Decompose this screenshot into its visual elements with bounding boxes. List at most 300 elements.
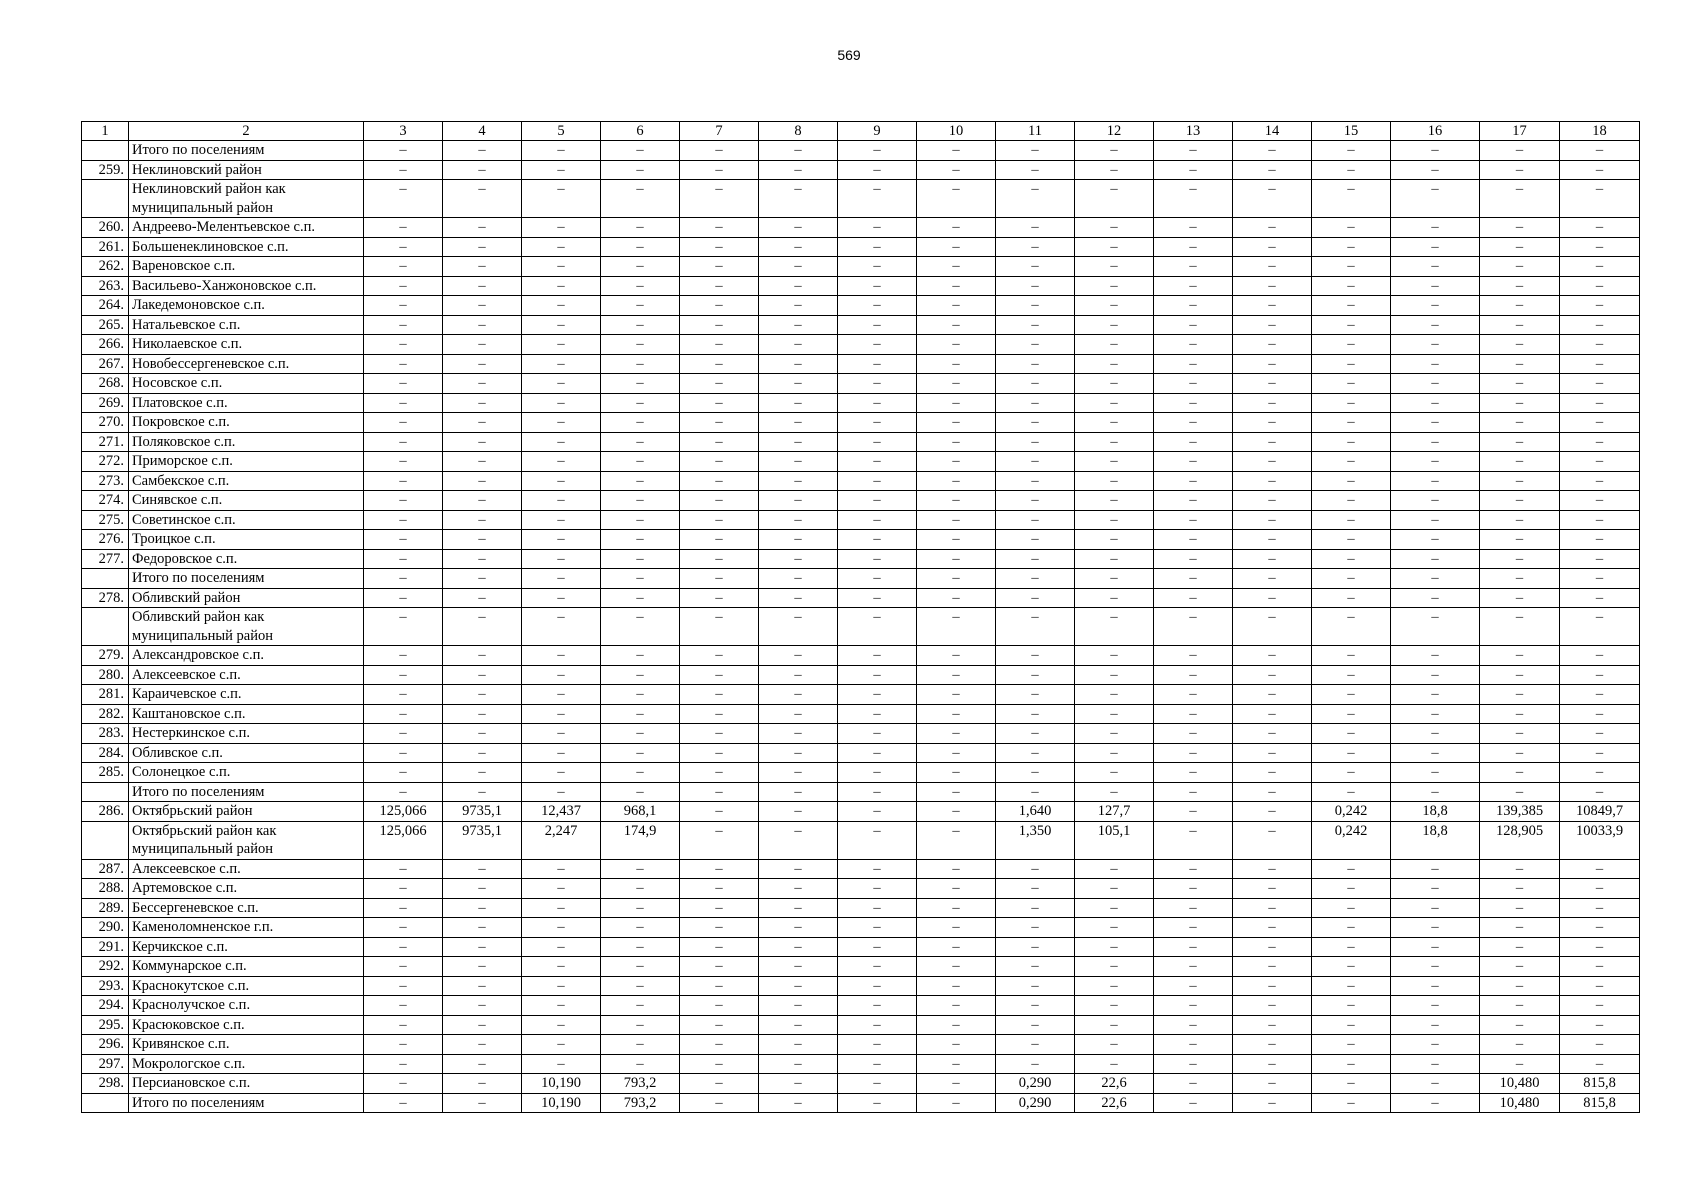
value-cell: –	[1312, 704, 1391, 724]
value-cell: –	[759, 413, 838, 433]
value-cell: –	[680, 413, 759, 433]
row-number: 268.	[82, 374, 129, 394]
value-cell: –	[1233, 354, 1312, 374]
value-cell: –	[1075, 413, 1154, 433]
value-cell: –	[1312, 1015, 1391, 1035]
value-cell: –	[917, 374, 996, 394]
value-cell: 18,8	[1391, 821, 1480, 859]
value-cell: –	[1391, 276, 1480, 296]
value-cell: –	[522, 646, 601, 666]
row-name: Мокрологское с.п.	[129, 1054, 364, 1074]
value-cell: –	[364, 510, 443, 530]
row-name: Караичевское с.п.	[129, 685, 364, 705]
value-cell: –	[1075, 160, 1154, 180]
value-cell: –	[1391, 296, 1480, 316]
value-cell: –	[917, 821, 996, 859]
value-cell: –	[1391, 335, 1480, 355]
value-cell: –	[1560, 335, 1640, 355]
header-cell: 11	[996, 122, 1075, 141]
value-cell: –	[680, 704, 759, 724]
value-cell: –	[522, 569, 601, 589]
value-cell: –	[443, 782, 522, 802]
value-cell: –	[364, 1015, 443, 1035]
value-cell: –	[1154, 724, 1233, 744]
value-cell: –	[1154, 354, 1233, 374]
table-row	[82, 315, 1640, 335]
value-cell: –	[759, 491, 838, 511]
value-cell: –	[838, 354, 917, 374]
value-cell: –	[601, 685, 680, 705]
row-number: 296.	[82, 1035, 129, 1055]
value-cell: –	[1154, 218, 1233, 238]
value-cell: –	[1154, 452, 1233, 472]
value-cell: –	[759, 1054, 838, 1074]
value-cell: –	[1154, 569, 1233, 589]
value-cell: –	[838, 296, 917, 316]
value-cell: –	[680, 491, 759, 511]
value-cell: –	[1154, 491, 1233, 511]
value-cell: –	[601, 491, 680, 511]
value-cell: –	[364, 646, 443, 666]
header-cell: 13	[1154, 122, 1233, 141]
value-cell: –	[1560, 957, 1640, 977]
value-cell: –	[759, 432, 838, 452]
header-cell: 2	[129, 122, 364, 141]
value-cell: 12,437	[522, 802, 601, 822]
value-cell: –	[364, 685, 443, 705]
header-cell: 12	[1075, 122, 1154, 141]
value-cell: –	[1391, 608, 1480, 646]
value-cell: –	[759, 704, 838, 724]
value-cell: –	[1480, 296, 1560, 316]
value-cell: –	[996, 491, 1075, 511]
value-cell: –	[601, 588, 680, 608]
value-cell: –	[1560, 354, 1640, 374]
value-cell: –	[759, 276, 838, 296]
value-cell: –	[601, 646, 680, 666]
value-cell: –	[838, 704, 917, 724]
value-cell: –	[1154, 879, 1233, 899]
value-cell: –	[996, 141, 1075, 161]
value-cell: –	[759, 996, 838, 1016]
value-cell: –	[838, 957, 917, 977]
value-cell: –	[1312, 1054, 1391, 1074]
value-cell: –	[917, 491, 996, 511]
value-cell: –	[759, 335, 838, 355]
value-cell: –	[1480, 588, 1560, 608]
value-cell: –	[917, 432, 996, 452]
value-cell: –	[1391, 491, 1480, 511]
value-cell: –	[680, 957, 759, 977]
value-cell: –	[917, 724, 996, 744]
value-cell: –	[601, 354, 680, 374]
value-cell: –	[1312, 218, 1391, 238]
value-cell: –	[1154, 665, 1233, 685]
value-cell: –	[1480, 160, 1560, 180]
value-cell: –	[522, 257, 601, 277]
value-cell: –	[1154, 1054, 1233, 1074]
value-cell: –	[759, 452, 838, 472]
row-name: Неклиновский район как муниципальный район	[129, 180, 364, 218]
table-row	[82, 1093, 1640, 1113]
value-cell: –	[759, 354, 838, 374]
table-row	[82, 1015, 1640, 1035]
value-cell: –	[1312, 276, 1391, 296]
table-row	[82, 1074, 1640, 1094]
value-cell: –	[1480, 918, 1560, 938]
row-number	[82, 141, 129, 161]
table-row	[82, 665, 1640, 685]
value-cell: –	[522, 491, 601, 511]
value-cell: –	[601, 704, 680, 724]
row-number: 284.	[82, 743, 129, 763]
value-cell: –	[1075, 218, 1154, 238]
row-name: Каменоломненское г.п.	[129, 918, 364, 938]
row-number: 276.	[82, 530, 129, 550]
value-cell: –	[917, 1054, 996, 1074]
row-number: 278.	[82, 588, 129, 608]
value-cell: –	[1154, 510, 1233, 530]
value-cell: –	[522, 918, 601, 938]
value-cell: –	[996, 569, 1075, 589]
value-cell: –	[443, 646, 522, 666]
value-cell: –	[1391, 432, 1480, 452]
value-cell: –	[1312, 471, 1391, 491]
value-cell: –	[838, 530, 917, 550]
value-cell: –	[601, 471, 680, 491]
value-cell: –	[1560, 646, 1640, 666]
value-cell: –	[364, 141, 443, 161]
value-cell: –	[364, 1035, 443, 1055]
value-cell: –	[1391, 646, 1480, 666]
table-row	[82, 471, 1640, 491]
value-cell: –	[759, 918, 838, 938]
value-cell: –	[1391, 898, 1480, 918]
value-cell: –	[601, 141, 680, 161]
value-cell: –	[522, 315, 601, 335]
value-cell: –	[1391, 374, 1480, 394]
value-cell: –	[759, 218, 838, 238]
value-cell: –	[443, 588, 522, 608]
row-number: 264.	[82, 296, 129, 316]
value-cell: –	[601, 510, 680, 530]
value-cell: –	[759, 160, 838, 180]
value-cell: –	[917, 665, 996, 685]
value-cell: –	[1480, 471, 1560, 491]
row-number: 262.	[82, 257, 129, 277]
table-row	[82, 393, 1640, 413]
value-cell: –	[522, 782, 601, 802]
row-name: Приморское с.п.	[129, 452, 364, 472]
value-cell: –	[1154, 315, 1233, 335]
value-cell: –	[1312, 743, 1391, 763]
value-cell: –	[1312, 393, 1391, 413]
value-cell: –	[680, 996, 759, 1016]
value-cell: –	[917, 685, 996, 705]
row-number: 286.	[82, 802, 129, 822]
value-cell: –	[1560, 588, 1640, 608]
table-row	[82, 413, 1640, 433]
value-cell: –	[996, 354, 1075, 374]
value-cell: –	[838, 996, 917, 1016]
value-cell: –	[917, 315, 996, 335]
value-cell: –	[838, 452, 917, 472]
value-cell: –	[443, 315, 522, 335]
value-cell: –	[364, 937, 443, 957]
value-cell: –	[443, 1035, 522, 1055]
value-cell: –	[1154, 957, 1233, 977]
value-cell: –	[680, 335, 759, 355]
value-cell: –	[1075, 918, 1154, 938]
value-cell: –	[1480, 530, 1560, 550]
value-cell: –	[364, 160, 443, 180]
value-cell: –	[601, 413, 680, 433]
value-cell: –	[443, 257, 522, 277]
value-cell: –	[364, 879, 443, 899]
value-cell: –	[522, 743, 601, 763]
header-row	[82, 122, 1640, 141]
row-name: Покровское с.п.	[129, 413, 364, 433]
value-cell: –	[838, 160, 917, 180]
value-cell: –	[996, 471, 1075, 491]
value-cell: –	[1480, 180, 1560, 218]
row-name: Алексеевское с.п.	[129, 665, 364, 685]
value-cell: –	[917, 237, 996, 257]
value-cell: –	[1480, 276, 1560, 296]
value-cell: –	[1480, 549, 1560, 569]
value-cell: 0,290	[996, 1093, 1075, 1113]
value-cell: –	[838, 724, 917, 744]
value-cell: –	[1560, 276, 1640, 296]
value-cell: –	[601, 374, 680, 394]
table-row	[82, 724, 1640, 744]
value-cell: –	[680, 608, 759, 646]
value-cell: –	[1154, 608, 1233, 646]
value-cell: –	[1312, 996, 1391, 1016]
value-cell: –	[996, 608, 1075, 646]
row-name: Поляковское с.п.	[129, 432, 364, 452]
value-cell: –	[443, 724, 522, 744]
row-number: 267.	[82, 354, 129, 374]
value-cell: –	[1391, 996, 1480, 1016]
value-cell: –	[1391, 569, 1480, 589]
value-cell: –	[443, 276, 522, 296]
value-cell: –	[601, 296, 680, 316]
value-cell: –	[601, 335, 680, 355]
value-cell: –	[680, 569, 759, 589]
row-number: 292.	[82, 957, 129, 977]
value-cell: –	[1560, 608, 1640, 646]
value-cell: –	[1154, 180, 1233, 218]
value-cell: 9735,1	[443, 821, 522, 859]
value-cell: –	[1312, 160, 1391, 180]
value-cell: –	[1154, 859, 1233, 879]
value-cell: –	[443, 510, 522, 530]
value-cell: –	[1075, 237, 1154, 257]
value-cell: –	[601, 530, 680, 550]
value-cell: –	[759, 180, 838, 218]
value-cell: –	[601, 937, 680, 957]
value-cell: –	[838, 937, 917, 957]
value-cell: –	[1233, 374, 1312, 394]
value-cell: –	[522, 1035, 601, 1055]
value-cell: –	[1312, 608, 1391, 646]
value-cell: –	[1154, 530, 1233, 550]
value-cell: –	[759, 859, 838, 879]
value-cell: –	[1480, 665, 1560, 685]
row-name: Федоровское с.п.	[129, 549, 364, 569]
value-cell: –	[1154, 996, 1233, 1016]
value-cell: –	[917, 549, 996, 569]
table-row	[82, 1035, 1640, 1055]
value-cell: –	[1312, 549, 1391, 569]
value-cell: –	[996, 1015, 1075, 1035]
value-cell: –	[522, 276, 601, 296]
value-cell: –	[917, 296, 996, 316]
data-table	[81, 121, 1640, 1113]
value-cell: –	[917, 957, 996, 977]
value-cell: –	[1233, 821, 1312, 859]
value-cell: –	[1075, 491, 1154, 511]
value-cell: –	[1075, 1015, 1154, 1035]
value-cell: –	[443, 569, 522, 589]
value-cell: –	[522, 957, 601, 977]
value-cell: –	[522, 996, 601, 1016]
table-row	[82, 685, 1640, 705]
value-cell: –	[1480, 335, 1560, 355]
value-cell: –	[1480, 704, 1560, 724]
value-cell: –	[759, 237, 838, 257]
table-row	[82, 276, 1640, 296]
value-cell: –	[1312, 257, 1391, 277]
value-cell: –	[680, 665, 759, 685]
value-cell: 0,242	[1312, 821, 1391, 859]
value-cell: –	[522, 413, 601, 433]
row-number: 285.	[82, 763, 129, 783]
table-row	[82, 782, 1640, 802]
value-cell: –	[1233, 957, 1312, 977]
table-row	[82, 180, 1640, 218]
value-cell: –	[1233, 276, 1312, 296]
value-cell: –	[601, 724, 680, 744]
header-cell: 15	[1312, 122, 1391, 141]
row-number: 263.	[82, 276, 129, 296]
value-cell: –	[601, 763, 680, 783]
value-cell: –	[1391, 1074, 1480, 1094]
table-row	[82, 918, 1640, 938]
value-cell: –	[364, 608, 443, 646]
value-cell: –	[1233, 879, 1312, 899]
row-number	[82, 782, 129, 802]
value-cell: –	[1075, 685, 1154, 705]
row-name: Итого по поселениям	[129, 782, 364, 802]
value-cell: –	[759, 510, 838, 530]
value-cell: –	[680, 724, 759, 744]
value-cell: –	[996, 704, 1075, 724]
value-cell: –	[1233, 859, 1312, 879]
value-cell: –	[1480, 685, 1560, 705]
value-cell: –	[680, 180, 759, 218]
value-cell: –	[522, 976, 601, 996]
value-cell: –	[838, 685, 917, 705]
value-cell: –	[1312, 646, 1391, 666]
row-number	[82, 180, 129, 218]
value-cell: –	[996, 335, 1075, 355]
value-cell: –	[917, 898, 996, 918]
value-cell: –	[1312, 918, 1391, 938]
value-cell: –	[1560, 218, 1640, 238]
value-cell: –	[1154, 296, 1233, 316]
value-cell: –	[1391, 549, 1480, 569]
value-cell: –	[1480, 257, 1560, 277]
table-row	[82, 354, 1640, 374]
table-row	[82, 237, 1640, 257]
value-cell: –	[1312, 937, 1391, 957]
table-row	[82, 743, 1640, 763]
value-cell: –	[917, 471, 996, 491]
value-cell: –	[1075, 976, 1154, 996]
value-cell: –	[680, 257, 759, 277]
value-cell: –	[996, 976, 1075, 996]
value-cell: –	[1312, 879, 1391, 899]
value-cell: –	[1233, 257, 1312, 277]
value-cell: –	[522, 665, 601, 685]
value-cell: –	[364, 898, 443, 918]
value-cell: –	[601, 1015, 680, 1035]
value-cell: –	[1233, 685, 1312, 705]
value-cell: –	[1233, 491, 1312, 511]
value-cell: 10,480	[1480, 1074, 1560, 1094]
value-cell: –	[1480, 859, 1560, 879]
row-number: 293.	[82, 976, 129, 996]
value-cell: –	[759, 471, 838, 491]
value-cell: –	[1391, 879, 1480, 899]
value-cell: –	[1560, 665, 1640, 685]
value-cell: –	[1312, 413, 1391, 433]
value-cell: –	[759, 530, 838, 550]
row-name: Обливский район	[129, 588, 364, 608]
value-cell: 0,290	[996, 1074, 1075, 1094]
value-cell: –	[917, 608, 996, 646]
value-cell: –	[443, 393, 522, 413]
value-cell: –	[364, 704, 443, 724]
row-name: Солонецкое с.п.	[129, 763, 364, 783]
row-name: Каштановское с.п.	[129, 704, 364, 724]
value-cell: –	[1075, 471, 1154, 491]
value-cell: –	[1480, 432, 1560, 452]
row-name: Натальевское с.п.	[129, 315, 364, 335]
value-cell: –	[917, 510, 996, 530]
value-cell: –	[522, 937, 601, 957]
value-cell: –	[1560, 879, 1640, 899]
value-cell: –	[443, 879, 522, 899]
value-cell: 10,190	[522, 1093, 601, 1113]
value-cell: –	[601, 918, 680, 938]
value-cell: –	[1154, 393, 1233, 413]
value-cell: –	[443, 471, 522, 491]
value-cell: –	[1075, 646, 1154, 666]
value-cell: –	[917, 1015, 996, 1035]
value-cell: –	[1480, 452, 1560, 472]
value-cell: –	[601, 957, 680, 977]
value-cell: –	[917, 763, 996, 783]
value-cell: –	[1312, 957, 1391, 977]
row-number: 280.	[82, 665, 129, 685]
row-name: Неклиновский район	[129, 160, 364, 180]
value-cell: –	[1075, 743, 1154, 763]
row-name: Итого по поселениям	[129, 1093, 364, 1113]
value-cell: –	[522, 452, 601, 472]
